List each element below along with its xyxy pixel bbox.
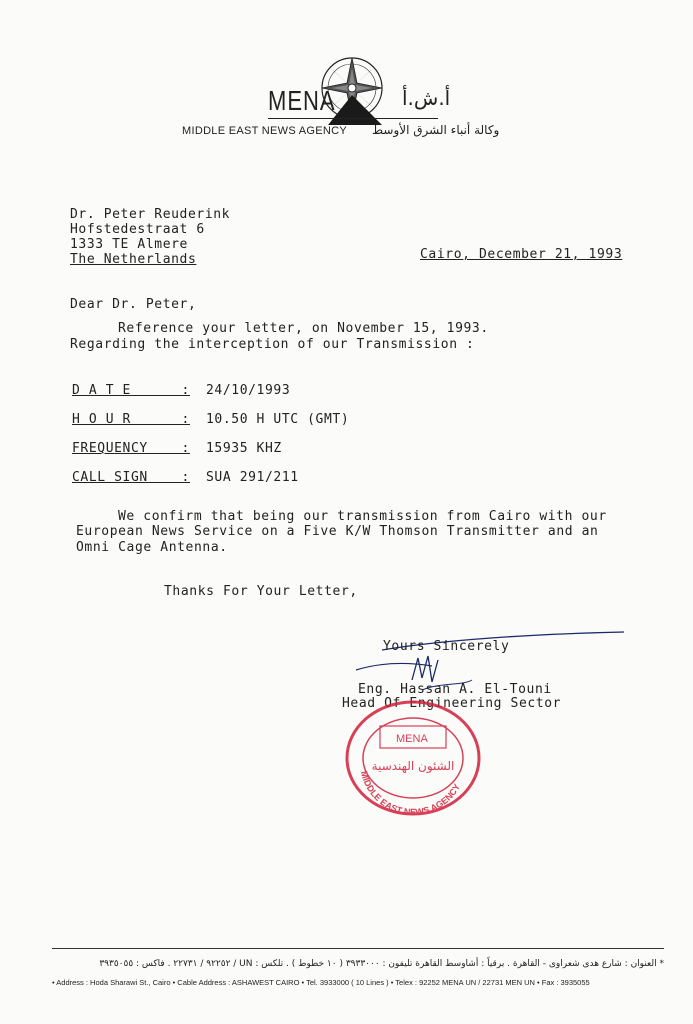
closing: Yours Sincerely	[383, 639, 510, 654]
recipient-city: 1333 TE Almere	[70, 237, 188, 252]
mena-wordmark-arabic: أ.ش.أ	[402, 86, 451, 110]
stamp-mena-text: MENA	[396, 733, 428, 745]
field-hour	[72, 412, 350, 427]
signer-name: Eng. Hassan A. El-Touni	[358, 682, 552, 697]
field-value: 24/10/1993	[206, 383, 291, 398]
body-line-3: Omni Cage Antenna.	[76, 540, 228, 555]
recipient-country: The Netherlands	[70, 252, 197, 267]
footer-address-english: • Address : Hoda Sharawi St., Cairo • Cable Address : ASHAWEST CAIRO • Tel. 3933000 ( 10 Lines ) • Telex : 92252 MENA UN / 22731 MEN UN • Fax : 3935055	[52, 978, 590, 987]
field-value: 10.50 H UTC (GMT)	[206, 412, 350, 427]
field-value: 15935 KHZ	[206, 441, 282, 456]
mena-wordmark: MENA	[268, 84, 336, 116]
field-call-sign	[72, 470, 299, 485]
field-value: SUA 291/211	[206, 470, 299, 485]
footer-rule	[52, 948, 664, 949]
stamp-arabic-text: الشئون الهندسية	[371, 759, 455, 773]
salutation: Dear Dr. Peter,	[70, 297, 197, 312]
reference-line-1: Reference your letter, on November 15, 1993.	[118, 321, 489, 336]
thanks-line: Thanks For Your Letter,	[164, 584, 358, 599]
field-frequency	[72, 441, 282, 456]
letterhead-rule	[268, 118, 438, 119]
svg-text:MIDDLE EAST NEWS AGENCY	[359, 770, 462, 817]
stamp-ring-text: MIDDLE EAST NEWS AGENCY	[358, 769, 463, 818]
date-line: Cairo, December 21, 1993	[420, 247, 623, 262]
recipient-street: Hofstedestraat 6	[70, 222, 205, 237]
field-date	[72, 383, 291, 398]
field-label: CALL SIGN :	[72, 470, 190, 485]
field-label: H O U R :	[72, 412, 190, 427]
agency-stamp	[338, 700, 488, 820]
agency-name-arabic: وكالة أنباء الشرق الأوسط	[372, 123, 500, 137]
body-line-1: We confirm that being our transmission from Cairo with our	[118, 509, 607, 524]
recipient-name: Dr. Peter Reuderink	[70, 207, 231, 222]
signer-title: Head Of Engineering Sector	[342, 696, 562, 711]
field-label: FREQUENCY :	[72, 441, 190, 456]
agency-name-english: MIDDLE EAST NEWS AGENCY	[182, 125, 348, 137]
reference-line-2: Regarding the interception of our Transmission :	[70, 337, 475, 352]
field-label: D A T E :	[72, 383, 190, 398]
footer-address-arabic: * العنوان : شارع هدى شعراوى - القاهرة . برقياً : أشاوسط القاهرة تليفون : ٣٩٣٣٠٠٠ ( ١٠ خطوط ) . تلكس : UN / ٩٢٢٥٢ / ٢٢٧٣١ . فاكس : ٣٩٣٥٠٥٥	[99, 959, 664, 969]
body-line-2: European News Service on a Five K/W Thomson Transmitter and an	[76, 524, 599, 539]
